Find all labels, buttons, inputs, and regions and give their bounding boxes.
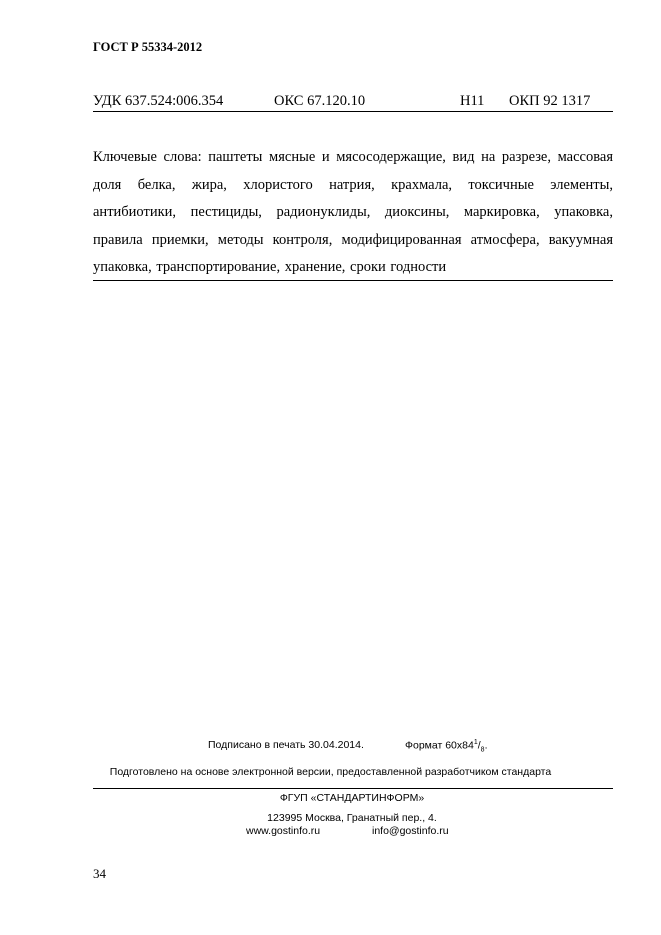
group-code: Н11 xyxy=(460,93,485,109)
prepared-note: Подготовлено на основе электронной версии, предоставленной разработчиком стандарта xyxy=(109,766,552,778)
keywords-paragraph: Ключевые слова: паштеты мясные и мясосодержащие, вид на разрезе, массовая доля белка, жира, хлористого натрия, крахмала, токсичные элементы, антибиотики, пестициды, радионуклиды, диоксины, маркировка, упаковка, правила приемки, методы контроля, модифицированная атмосфера, вакуумная упаковка, транспортирование, хранение, сроки годности xyxy=(93,149,613,275)
oks-code: ОКС 67.120.10 xyxy=(274,93,366,109)
udk-code: УДК 637.524:006.354 xyxy=(93,93,224,109)
paper-format: Формат $60х84^1/_8$. xyxy=(405,739,488,754)
publisher-address: 123995 Москва, Гранатный пер., 4. xyxy=(267,812,437,824)
standard-number: ГОСТ Р 55334-2012 xyxy=(93,40,203,54)
classification-line xyxy=(93,93,613,112)
page-number: 34 xyxy=(93,866,106,881)
imprint-divider xyxy=(93,788,613,789)
publisher-website: www.gostinfo.ru xyxy=(246,825,321,837)
publisher-email: info@gostinfo.ru xyxy=(372,825,449,837)
publisher-name: ФГУП «СТАНДАРТИНФОРМ» xyxy=(279,792,425,804)
signed-date: Подписано в печать 30.04.2014. xyxy=(208,739,364,751)
okp-code: ОКП 92 1317 xyxy=(509,93,591,109)
keywords-divider xyxy=(93,280,613,281)
